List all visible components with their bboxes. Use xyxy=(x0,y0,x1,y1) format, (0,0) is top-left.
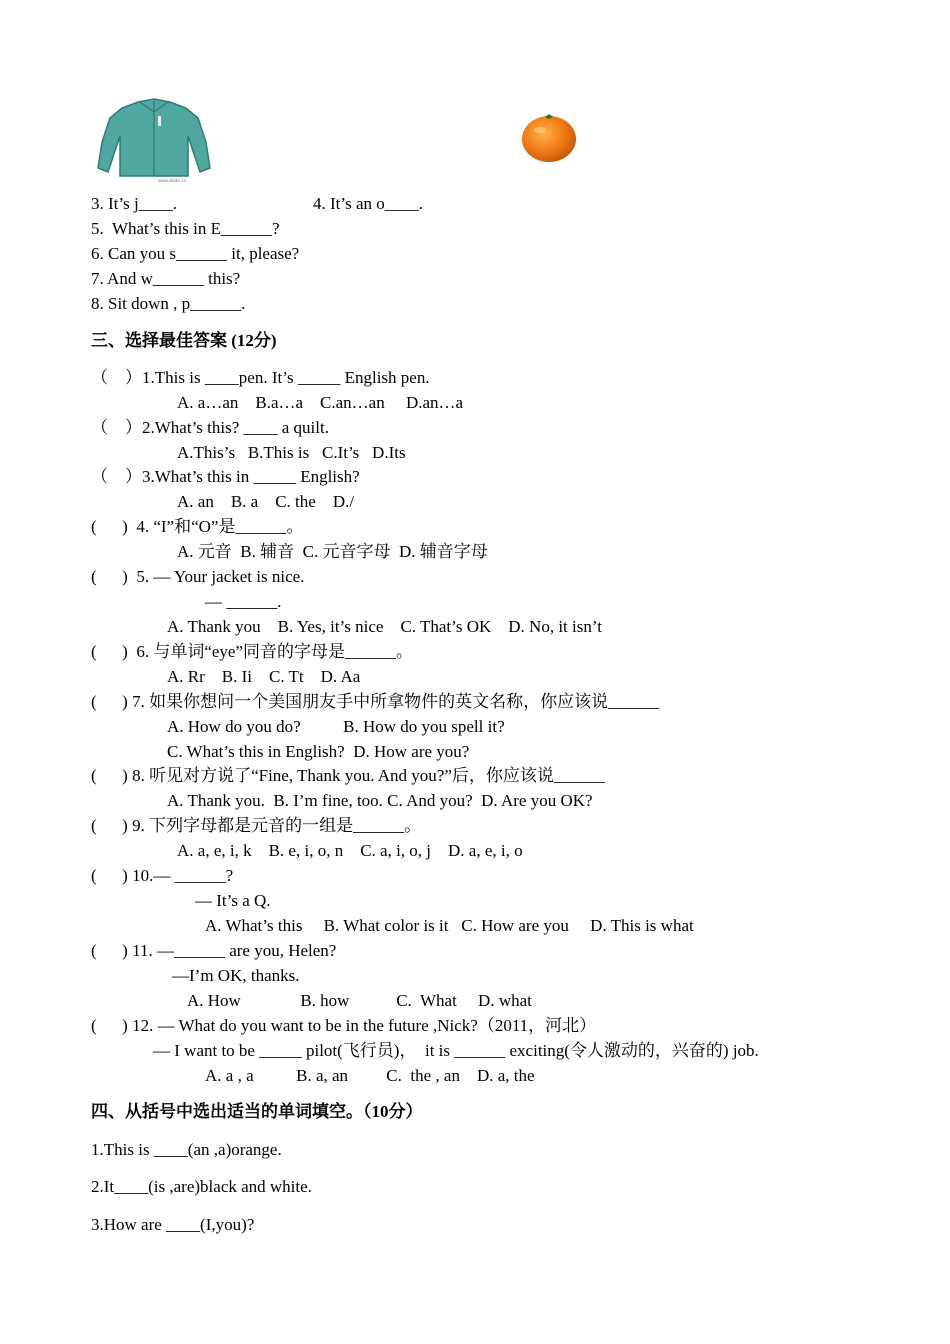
q1: （ ）1.This is ____pen. It’s _____ English pen. xyxy=(91,368,430,387)
q2-options: A.This’s B.This is C.It’s D.Its xyxy=(177,443,406,462)
q4: ( ) 4. “I”和“O”是______。 xyxy=(91,517,304,536)
q1-options: A. a…an B.a…a C.an…an D.an…a xyxy=(177,393,464,412)
part3-heading: 三、选择最佳答案 (12分) xyxy=(91,331,277,350)
q12-response: — I want to be _____ pilot(飞行员)， it is ______ exciting(令人激动的，兴奋的) job. xyxy=(153,1041,759,1060)
part2-line-7: 7. And w______ this? xyxy=(91,269,241,288)
q12-options: A. a , a B. a, an C. the , an D. a, the xyxy=(205,1066,535,1085)
q11: ( ) 11. —______ are you, Helen? xyxy=(91,941,337,960)
part2-line-6: 6. Can you s______ it, please? xyxy=(91,244,300,263)
orange-image xyxy=(518,110,580,166)
part4-line-3: 3.How are ____(I,you)? xyxy=(91,1215,255,1234)
q6: ( ) 6. 与单词“eye”同音的字母是______。 xyxy=(91,642,414,661)
q12: ( ) 12. — What do you want to be in the future ,Nick?（2011，河北） xyxy=(91,1016,597,1035)
q5: ( ) 5. — Your jacket is nice. xyxy=(91,567,305,586)
part2-line-3: 3. It’s j____. xyxy=(91,194,177,213)
q10-options: A. What’s this B. What color is it C. How are you D. This is what xyxy=(205,916,694,935)
q7-options-b: C. What’s this in English? D. How are you? xyxy=(167,742,470,761)
q3-options: A. an B. a C. the D./ xyxy=(177,492,355,511)
part2-line-5: 5. What’s this in E______? xyxy=(91,219,280,238)
part4-line-2: 2.It____(is ,are)black and white. xyxy=(91,1177,312,1196)
q7-options-a: A. How do you do? B. How do you spell it? xyxy=(167,717,505,736)
q6-options: A. Rr B. Ii C. Tt D. Aa xyxy=(167,667,361,686)
q7: ( ) 7. 如果你想问一个美国朋友手中所拿物件的英文名称，你应该说______ xyxy=(91,692,660,711)
q5-response: — ______. xyxy=(205,592,282,611)
q2: （ ）2.What’s this? ____ a quilt. xyxy=(91,418,329,437)
part4-line-1: 1.This is ____(an ,a)orange. xyxy=(91,1140,282,1159)
q9: ( ) 9. 下列字母都是元音的一组是______。 xyxy=(91,816,422,835)
q3: （ ）3.What’s this in _____ English? xyxy=(91,467,360,486)
q11-response: —I’m OK, thanks. xyxy=(172,966,300,985)
q9-options: A. a, e, i, k B. e, i, o, n C. a, i, o, j D. a, e, i, o xyxy=(177,841,523,860)
jacket-image xyxy=(94,96,214,184)
part2-line-8: 8. Sit down , p______. xyxy=(91,294,246,313)
svg-text:www.zbbbs.cn: www.zbbbs.cn xyxy=(158,178,187,183)
q8: ( ) 8. 听见对方说了“Fine, Thank you. And you?”后，你应该说______ xyxy=(91,766,605,785)
part4-heading: 四、从括号中选出适当的单词填空。（10分） xyxy=(91,1102,423,1121)
q10-response: — It’s a Q. xyxy=(195,891,271,910)
part2-line-4: 4. It’s an o____. xyxy=(313,194,424,213)
q4-options: A. 元音 B. 辅音 C. 元音字母 D. 辅音字母 xyxy=(177,542,488,561)
q8-options: A. Thank you. B. I’m fine, too. C. And you? D. Are you OK? xyxy=(167,791,593,810)
q11-options: A. How B. how C. What D. what xyxy=(187,991,532,1010)
q5-options: A. Thank you B. Yes, it’s nice C. That’s OK D. No, it isn’t xyxy=(167,617,602,636)
q10: ( ) 10.— ______? xyxy=(91,866,234,885)
